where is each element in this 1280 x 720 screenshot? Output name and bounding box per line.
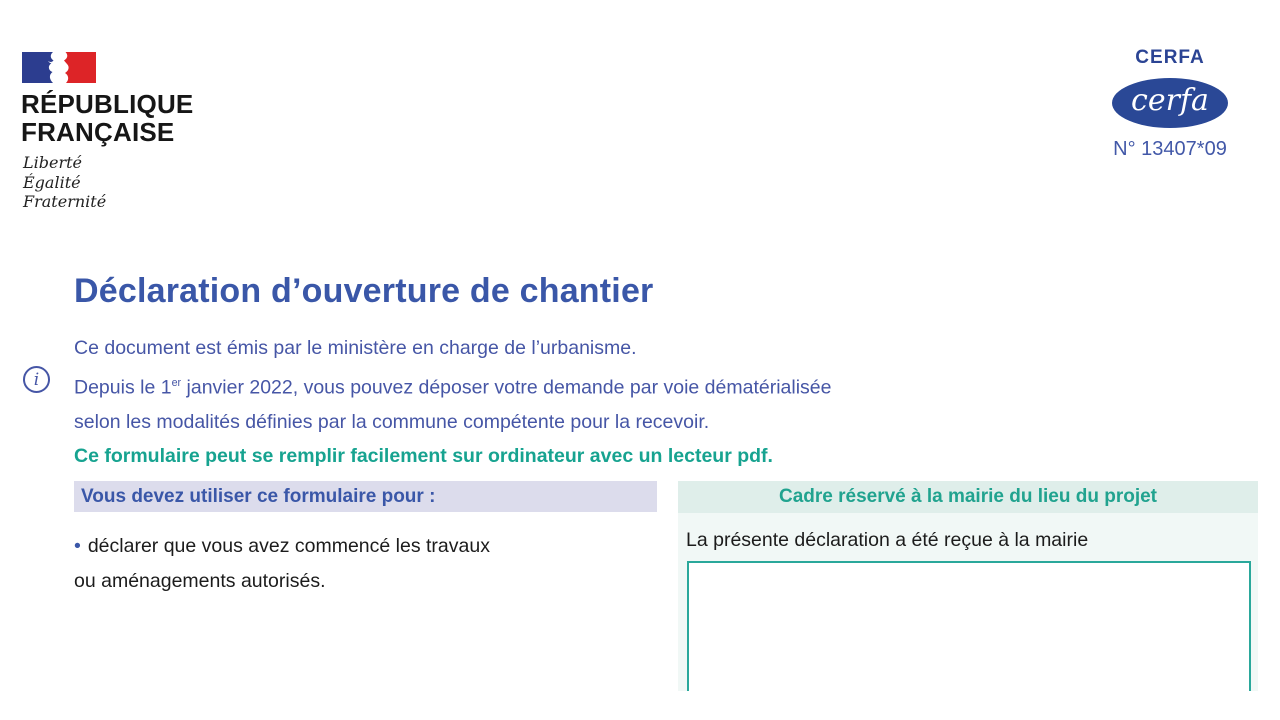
info-icon (23, 366, 50, 393)
ordinal-superscript: er (171, 376, 182, 389)
mairie-section-header: Cadre réservé à la mairie du lieu du projet (678, 481, 1258, 513)
intro-line-1: Ce document est émis par le ministère en charge de l’urbanisme. (74, 337, 637, 359)
usage-bullet-line2: ou aménagements autorisés. (74, 570, 326, 592)
cerfa-label: CERFA (1135, 47, 1205, 68)
cerfa-logo (1112, 78, 1228, 128)
cerfa-block (1100, 47, 1240, 161)
usage-section-header: Vous devez utiliser ce formulaire pour : (74, 481, 657, 512)
info-icon-glyph: i (33, 369, 40, 390)
intro-line-3: selon les modalités définies par la commune compétente pour la recevoir. (74, 410, 710, 433)
intro-line-2: Depuis le 1er janvier 2022, vous pouvez déposer votre demande par voie dématérialisée (74, 376, 832, 398)
cerfa-form-number: N° 13407*09 (1113, 138, 1227, 160)
usage-bullet-line1: déclarer que vous avez commencé les travaux (87, 535, 490, 557)
usage-section (74, 481, 657, 599)
motto-egalite: Égalité (23, 172, 81, 192)
cerfa-logo-text: cerfa (1131, 83, 1209, 118)
french-flag-icon (22, 52, 96, 83)
republique-wordmark (21, 90, 193, 146)
intro-highlight: Ce formulaire peut se remplir facilement sur ordinateur avec un lecteur pdf. (74, 445, 773, 467)
mairie-section (678, 481, 1258, 691)
page-title: Déclaration d’ouverture de chantier (74, 272, 654, 310)
bullet-icon: • (74, 535, 81, 557)
motto-liberte: Liberté (23, 153, 82, 172)
mairie-stamp-box[interactable] (687, 561, 1251, 691)
motto (23, 153, 106, 212)
republique-line1: RÉPUBLIQUE (21, 89, 194, 119)
republique-line2: FRANÇAISE (21, 117, 175, 147)
mairie-received-label: La présente déclaration a été reçue à la mairie (686, 529, 1089, 551)
intro-paragraph (74, 331, 1024, 474)
motto-fraternite: Fraternité (23, 192, 107, 211)
usage-bullet-item (74, 529, 657, 599)
